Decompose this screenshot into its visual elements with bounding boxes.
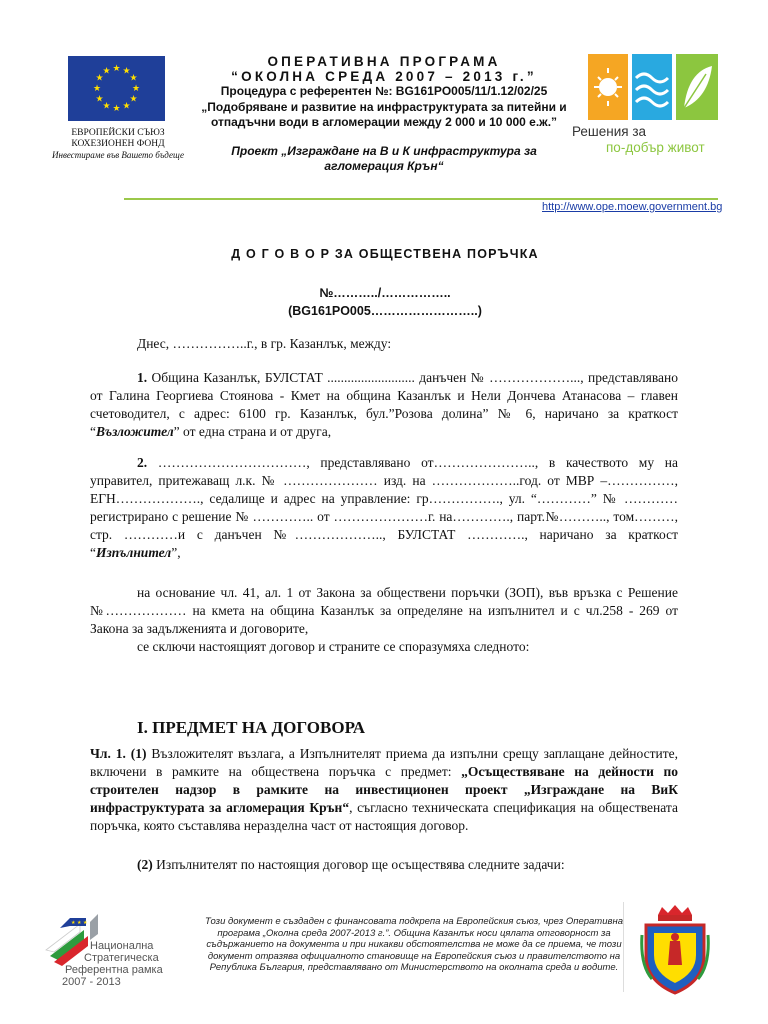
- svg-text:★: ★: [102, 101, 111, 112]
- party-2-number: 2.: [137, 455, 148, 470]
- header-divider: [124, 198, 718, 200]
- article-1-text-end: , съгласно техническата спецификация на обществената поръчка, която съставлява неразделна част от настоящия договор.: [90, 800, 678, 833]
- party-1-paragraph: [90, 369, 678, 441]
- svg-text:★: ★: [95, 73, 104, 84]
- footer-disclaimer: Този документ е създаден с финансовата подкрепа на Европейския съюз, чрез Оперативна програма „Околна среда 2007-2013 г.”. Община Казанлък носи цялата отговорност за съдържанието на документа и при никакви обстоятелства не може да се приема, че този документ отразява официалното становище на Европейския съюз и правителството на Република България, представлявано от Министерството на околната среда и водите.: [205, 916, 623, 973]
- party-1-role: Възложител: [96, 424, 174, 439]
- agreement-statement: се сключи настоящият договор и страните се споразумяха следното:: [137, 639, 530, 654]
- nsrf-caption: [62, 940, 192, 988]
- party-1-text-end: ” от една страна и от друга,: [173, 424, 332, 439]
- slogan-line1: Решения за: [572, 124, 647, 139]
- svg-text:★: ★: [122, 101, 131, 112]
- article-1-p2-label: (2): [137, 857, 153, 872]
- nsrf-line1: Национална: [90, 940, 154, 952]
- party-1-number: 1.: [137, 370, 148, 385]
- program-header: [195, 54, 573, 174]
- eu-caption-line1: ЕВРОПЕЙСКИ СЪЮЗ: [71, 128, 165, 138]
- eu-caption-line3: Инвестираме във Вашето бъдеще: [52, 150, 184, 160]
- party-1-text: Община Казанлък, БУЛСТАТ .......................... данъчен № ………………..., представлявано от Галина Георгиева Стоянова - Кмет на община Казанлък и Нели Дончева Атанасова – главен счетоводител, с адрес: 6100 гр. Казанлък, бул.”Розова долина” № 6, наричано за краткост “: [90, 370, 678, 439]
- article-1-paragraph-2: [137, 856, 677, 874]
- program-website-link[interactable]: http://www.ope.moew.government.bg: [542, 201, 723, 213]
- document-title: Д О Г О В О Р ЗА ОБЩЕСТВЕНА ПОРЪЧКА: [231, 247, 539, 261]
- svg-text:★: ★: [83, 920, 88, 926]
- section-heading-subject: I. ПРЕДМЕТ НА ДОГОВОРА: [137, 718, 366, 737]
- party-2-paragraph: [90, 454, 678, 562]
- eu-fund-caption: [48, 128, 188, 161]
- program-name: ОПЕРАТИВНА ПРОГРАМА: [267, 54, 501, 69]
- date-line: Днес, ……………..г., в гр. Казанлък, между:: [137, 336, 392, 351]
- nsrf-line4: 2007 - 2013: [62, 976, 121, 988]
- svg-text:★: ★: [92, 84, 102, 94]
- contract-reference: (BG161PO005……………………..): [288, 304, 482, 318]
- party-2-role: Изпълнител: [96, 545, 172, 560]
- article-1-p2-text: Изпълнителят по настоящия договор ще осъществява следните задачи:: [152, 857, 565, 872]
- svg-text:★: ★: [71, 920, 76, 926]
- svg-text:★: ★: [129, 73, 138, 84]
- ope-environment-logo: [588, 54, 718, 120]
- party-2-text-end: ”,: [171, 545, 181, 560]
- project-title: Проект „Изграждане на В и К инфраструктура за агломерация Крън“: [231, 144, 537, 173]
- kazanlak-coat-of-arms: [640, 905, 710, 995]
- party-2-text: ……………………………, представлявано от………………….., в качеството му на управител, притежаващ л.к. № ………………… изд. на ………………..год. от МВР –……………, ЕГН………………., седалище и адрес на управление: гр……………., ул. “…………” № ………… регистрирано с решение № ………….. от …………………г. на…………., парт.№……….., том………, стр. …………и с данъчен №……………….., БУЛСТАТ …………., наричано за краткост “: [90, 455, 678, 560]
- svg-text:★: ★: [77, 920, 82, 926]
- article-1-paragraph-1: [90, 745, 678, 835]
- article-1-label: Чл. 1. (1): [90, 746, 147, 761]
- article-1-subject: „Осъществяване на дейности по строителен надзор в рамките на инвестиционен проект „Изграждане на ВиК инфраструктурата за агломерация Крън“: [90, 764, 679, 815]
- svg-text:★: ★: [102, 66, 111, 77]
- legal-basis-text: на основание чл. 41, ал. 1 от Закона за обществени поръчки (ЗОП), във връзка с Решение №……………… на кмета на община Казанлък за определяне на изпълнител и с чл.258 - 269 от Закона за задълженията и договорите,: [90, 585, 678, 636]
- article-1-text: Възложителят възлага, а Изпълнителят приема да изпълни срещу заплащане дейностите, включени в рамките на обществена поръчка с предмет:: [90, 746, 678, 779]
- svg-text:★: ★: [122, 66, 131, 77]
- eu-caption-line2: КОХЕЗИОНЕН ФОНД: [71, 139, 165, 149]
- contract-number: №………../……………..: [319, 286, 451, 300]
- svg-text:★: ★: [95, 94, 104, 105]
- eu-flag-logo: [68, 56, 165, 121]
- svg-text:★: ★: [112, 64, 121, 74]
- nsrf-line3: Референтна рамка: [65, 964, 163, 976]
- procedure-title: „Подобряване и развитие на инфраструктурата за питейни и отпадъчни води в агломерации между 2 000 и 10 000 е.ж.”: [201, 100, 567, 129]
- slogan-line2: по-добър живот: [606, 140, 705, 155]
- basis-paragraph: [90, 584, 678, 656]
- procedure-reference: Процедура с референтен №: BG161PO005/11/1.12/02/25: [220, 84, 548, 98]
- footer-divider: [623, 902, 624, 992]
- svg-text:★: ★: [131, 84, 141, 94]
- nsrf-line2: Стратегическа: [84, 952, 159, 964]
- svg-text:★: ★: [129, 94, 138, 105]
- program-period: “ОКОЛНА СРЕДА 2007 – 2013 г.”: [231, 69, 537, 84]
- svg-text:★: ★: [112, 104, 121, 114]
- contract-number-block: [110, 284, 660, 320]
